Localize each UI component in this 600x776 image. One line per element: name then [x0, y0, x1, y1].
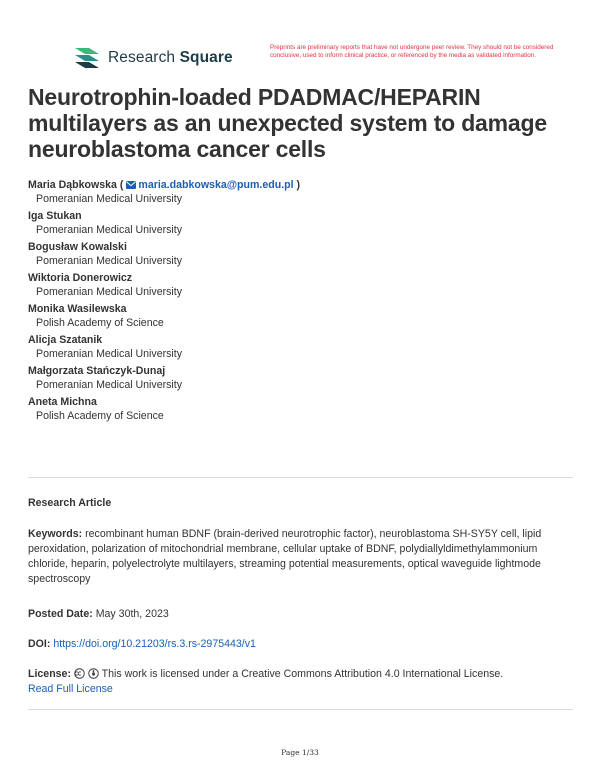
author-entry: [28, 209, 568, 237]
preprint-notice: Preprints are preliminary reports that have not undergone peer review. They should not be considered conclusive, used to inform clinical practice, or referenced by the media as validated information.: [270, 44, 554, 59]
author-list: [28, 178, 568, 426]
author-affiliation: Polish Academy of Science: [36, 317, 164, 329]
article-type-label: Research Article: [28, 497, 112, 509]
header: [0, 40, 600, 80]
doi-label: DOI:: [28, 638, 51, 650]
research-square-logo[interactable]: [73, 46, 233, 70]
author-affiliation: Pomeranian Medical University: [36, 286, 183, 298]
research-square-logo-icon: [73, 46, 101, 70]
attribution-icon: [88, 668, 99, 679]
author-affiliation: Pomeranian Medical University: [36, 193, 183, 205]
doi: [28, 637, 573, 652]
keywords: [28, 527, 573, 587]
author-entry: [28, 364, 568, 392]
license-text: This work is licensed under a Creative Commons Attribution 4.0 International License.: [101, 668, 504, 680]
posted-date-label: Posted Date:: [28, 608, 93, 620]
posted-date: [28, 607, 573, 622]
posted-date-value: May 30th, 2023: [95, 608, 169, 620]
author-entry: [28, 302, 568, 330]
article-type: [28, 496, 573, 511]
author-entry: Maria Dąbkowska ( maria.dabkowska@pum.edu.pl ) Pomeranian Medical University: [28, 178, 568, 206]
creative-commons-icon: [74, 668, 85, 679]
author-name: Małgorzata Stańczyk-Dunaj: [28, 365, 166, 377]
author-entry: [28, 395, 568, 423]
email-icon: [126, 181, 136, 189]
read-full-license-link[interactable]: Read Full License: [28, 683, 113, 695]
brand-name: Research Square: [108, 49, 233, 66]
author-name: Iga Stukan: [28, 210, 82, 222]
author-entry: [28, 240, 568, 268]
author-affiliation: Pomeranian Medical University: [36, 379, 183, 391]
author-email-link[interactable]: maria.dabkowska@pum.edu.pl: [138, 179, 294, 191]
doi-link[interactable]: https://doi.org/10.21203/rs.3.rs-2975443/v1: [53, 638, 256, 650]
author-name: Maria Dąbkowska: [28, 179, 117, 191]
divider: [28, 709, 573, 710]
license-label: License:: [28, 668, 71, 680]
author-name: Aneta Michna: [28, 396, 97, 408]
author-entry: [28, 333, 568, 361]
keywords-label: Keywords:: [28, 528, 83, 540]
author-name: Monika Wasilewska: [28, 303, 127, 315]
page-number: Page 1/33: [281, 748, 319, 757]
author-affiliation: Polish Academy of Science: [36, 410, 164, 422]
author-name: Wiktoria Donerowicz: [28, 272, 133, 284]
author-entry: [28, 271, 568, 299]
keywords-text: recombinant human BDNF (brain-derived neurotrophic factor), neuroblastoma SH-SY5Y cell, lipid peroxidation, polarization of mitochondrial membrane, cellular uptake of BDNF, polydiallyldimethylammonium chloride, heparin, polyelectrolyte multilayers, streaming potential measurements, optical waveguide lightmode spectroscopy: [28, 528, 542, 585]
author-name: Alicja Szatanik: [28, 334, 103, 346]
author-affiliation: Pomeranian Medical University: [36, 255, 183, 267]
author-affiliation: Pomeranian Medical University: [36, 224, 183, 236]
author-name: Bogusław Kowalski: [28, 241, 127, 253]
paper-title: Neurotrophin-loaded PDADMAC/HEPARIN multilayers as an unexpected system to damage neuroblastoma cancer cells: [28, 84, 547, 162]
author-affiliation: Pomeranian Medical University: [36, 348, 183, 360]
license: [28, 667, 573, 697]
divider: [28, 477, 573, 478]
